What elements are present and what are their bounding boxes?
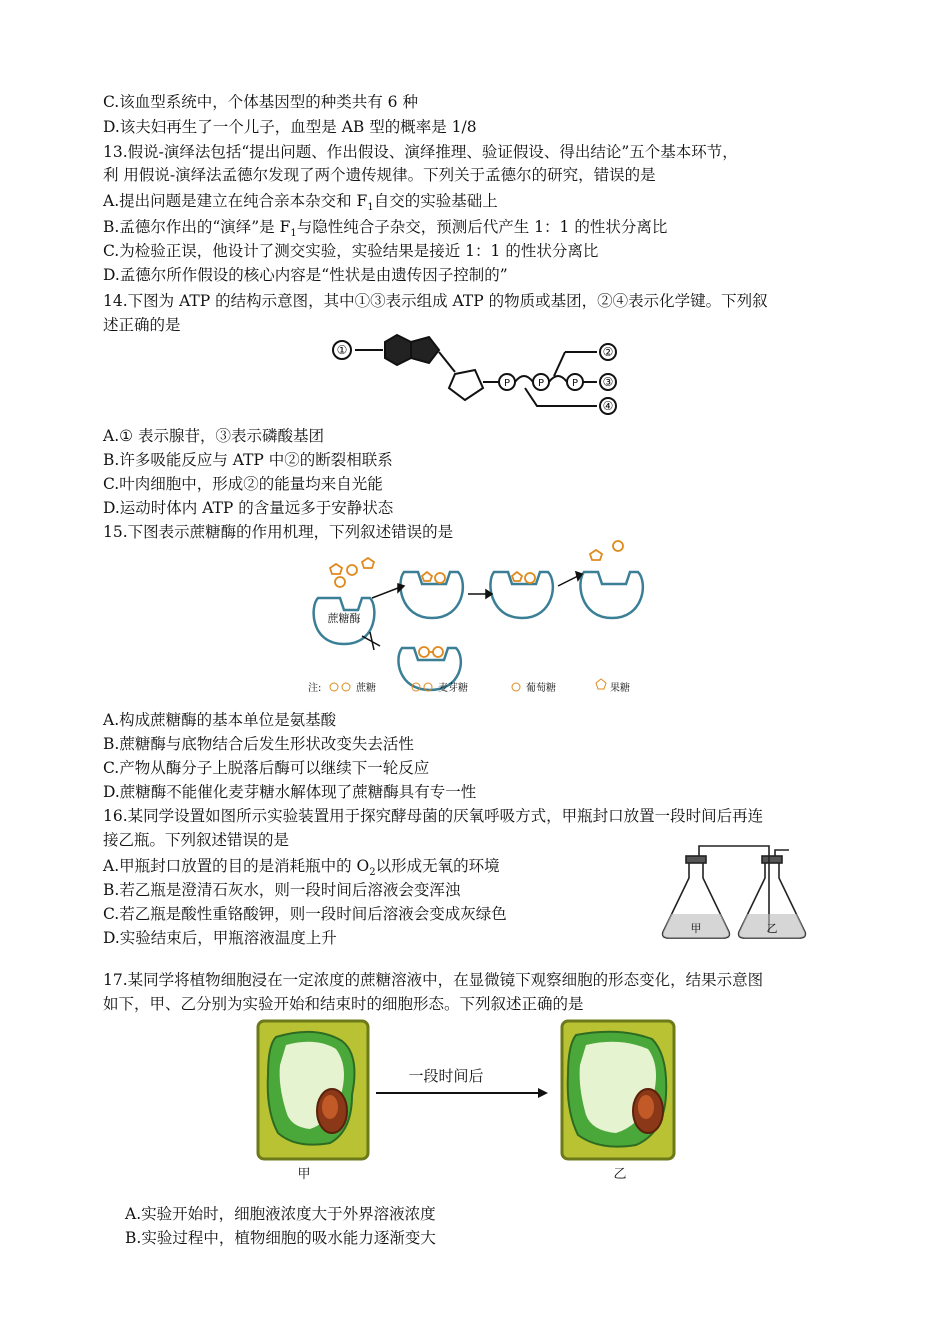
option-15c: C.产物从酶分子上脱落后酶可以继续下一轮反应	[103, 759, 430, 777]
adenine-ring-2	[411, 337, 439, 363]
question-14-line1: 14.下图为 ATP 的结构示意图，其中①③表示组成 ATP 的物质或基团，②④表示化学键。下列叙	[103, 292, 768, 310]
flask-left-label: 甲	[690, 922, 702, 935]
option-13b: B.孟德尔作出的“演绎”是 $F_1$与隐性纯合子杂交，预测后代产生 1：1 的性状分离比	[103, 218, 668, 240]
option-12c: C.该血型系统中，个体基因型的种类共有 6 种	[103, 93, 418, 111]
question-16-line2: 接乙瓶。下列叙述错误的是	[103, 831, 290, 849]
question-17-line2: 如下，甲、乙分别为实验开始和结束时的细胞形态。下列叙述正确的是	[103, 995, 584, 1013]
bond-2-line	[554, 352, 565, 376]
question-16-line1: 16.某同学设置如图所示实验装置用于探究酵母菌的厌氧呼吸方式，甲瓶封口放置一段时间后再连	[103, 807, 764, 825]
option-13c: C.为检验正误，他设计了测交实验，实验结果是接近 1：1 的性状分离比	[103, 242, 599, 260]
p-label-1: P	[503, 378, 511, 389]
option-14b: B.许多吸能反应与 ATP 中②的断裂相联系	[103, 451, 393, 469]
legend-maltose: 麦芽糖	[438, 683, 468, 694]
legend-prefix: 注:	[308, 683, 322, 694]
option-14c: C.叶肉细胞中，形成②的能量均来自光能	[103, 475, 383, 493]
label-1: ①	[336, 343, 348, 357]
option-14a: A.① 表示腺苷，③表示磷酸基团	[103, 427, 324, 445]
cell-yi	[562, 1021, 674, 1159]
enzyme-4	[580, 572, 642, 618]
cell-jia-label: 甲	[297, 1167, 311, 1182]
flask-apparatus-diagram	[655, 840, 813, 945]
label-2: ②	[602, 345, 614, 359]
enzyme-label: 蔗糖酶	[327, 612, 361, 625]
sucrase-mechanism-diagram	[300, 536, 650, 702]
p-label-3: P	[571, 378, 579, 389]
label-3: ③	[602, 375, 614, 389]
option-13d: D.孟德尔所作假设的核心内容是“性状是由遗传因子控制的”	[103, 266, 508, 284]
label-4: ④	[602, 399, 614, 413]
legend-glucose: 葡萄糖	[526, 683, 556, 694]
p-label-2: P	[537, 378, 545, 389]
option-16a: A.甲瓶封口放置的目的是消耗瓶中的 $O_2$以形成无氧的环境	[103, 857, 500, 879]
option-13a: A.提出问题是建立在纯合亲本杂交和 $F_1$自交的实验基础上	[103, 192, 498, 214]
cell-yi-label: 乙	[613, 1167, 627, 1182]
question-13-line1: 13.假说-演绎法包括“提出问题、作出假设、演绎推理、验证假设、得出结论”五个基本环节，	[103, 143, 738, 161]
atp-structure-diagram	[325, 330, 625, 422]
question-14-line2: 述正确的是	[103, 316, 181, 334]
ribose-ring	[449, 370, 483, 400]
option-16b: B.若乙瓶是澄清石灰水，则一段时间后溶液会变浑浊	[103, 881, 461, 899]
legend-sucrose: 蔗糖	[356, 683, 376, 694]
question-15: 15.下图表示蔗糖酶的作用机理，下列叙述错误的是	[103, 523, 454, 541]
option-17b: B.实验过程中，植物细胞的吸水能力逐渐变大	[125, 1229, 436, 1247]
question-13-line2: 利 用假说-演绎法孟德尔发现了两个遗传规律。下列关于孟德尔的研究，错误的是	[103, 166, 656, 184]
option-12d: D.该夫妇再生了一个儿子，血型是 AB 型的概率是 1/8	[103, 118, 477, 136]
legend-fructose: 果糖	[610, 683, 630, 694]
cell-jia	[258, 1021, 368, 1159]
option-16d: D.实验结束后，甲瓶溶液温度上升	[103, 929, 337, 947]
plant-cell-diagram	[256, 1015, 696, 1185]
option-16c: C.若乙瓶是酸性重铬酸钾，则一段时间后溶液会变成灰绿色	[103, 905, 507, 923]
question-17-line1: 17.某同学将植物细胞浸在一定浓度的蔗糖溶液中，在显微镜下观察细胞的形态变化，结果示意图	[103, 971, 764, 989]
arrow-label: 一段时间后	[408, 1067, 484, 1085]
option-15b: B.蔗糖酶与底物结合后发生形状改变失去活性	[103, 735, 414, 753]
option-15d: D.蔗糖酶不能催化麦芽糖水解体现了蔗糖酶具有专一性	[103, 783, 477, 801]
bond-4-line	[525, 388, 597, 406]
flask-right-label: 乙	[766, 922, 778, 935]
adenine-ring-1	[385, 335, 411, 365]
option-17a: A.实验开始时，细胞液浓度大于外界溶液浓度	[125, 1205, 436, 1223]
option-14d: D.运动时体内 ATP 的含量远多于安静状态	[103, 499, 394, 517]
option-15a: A.构成蔗糖酶的基本单位是氨基酸	[103, 711, 337, 729]
